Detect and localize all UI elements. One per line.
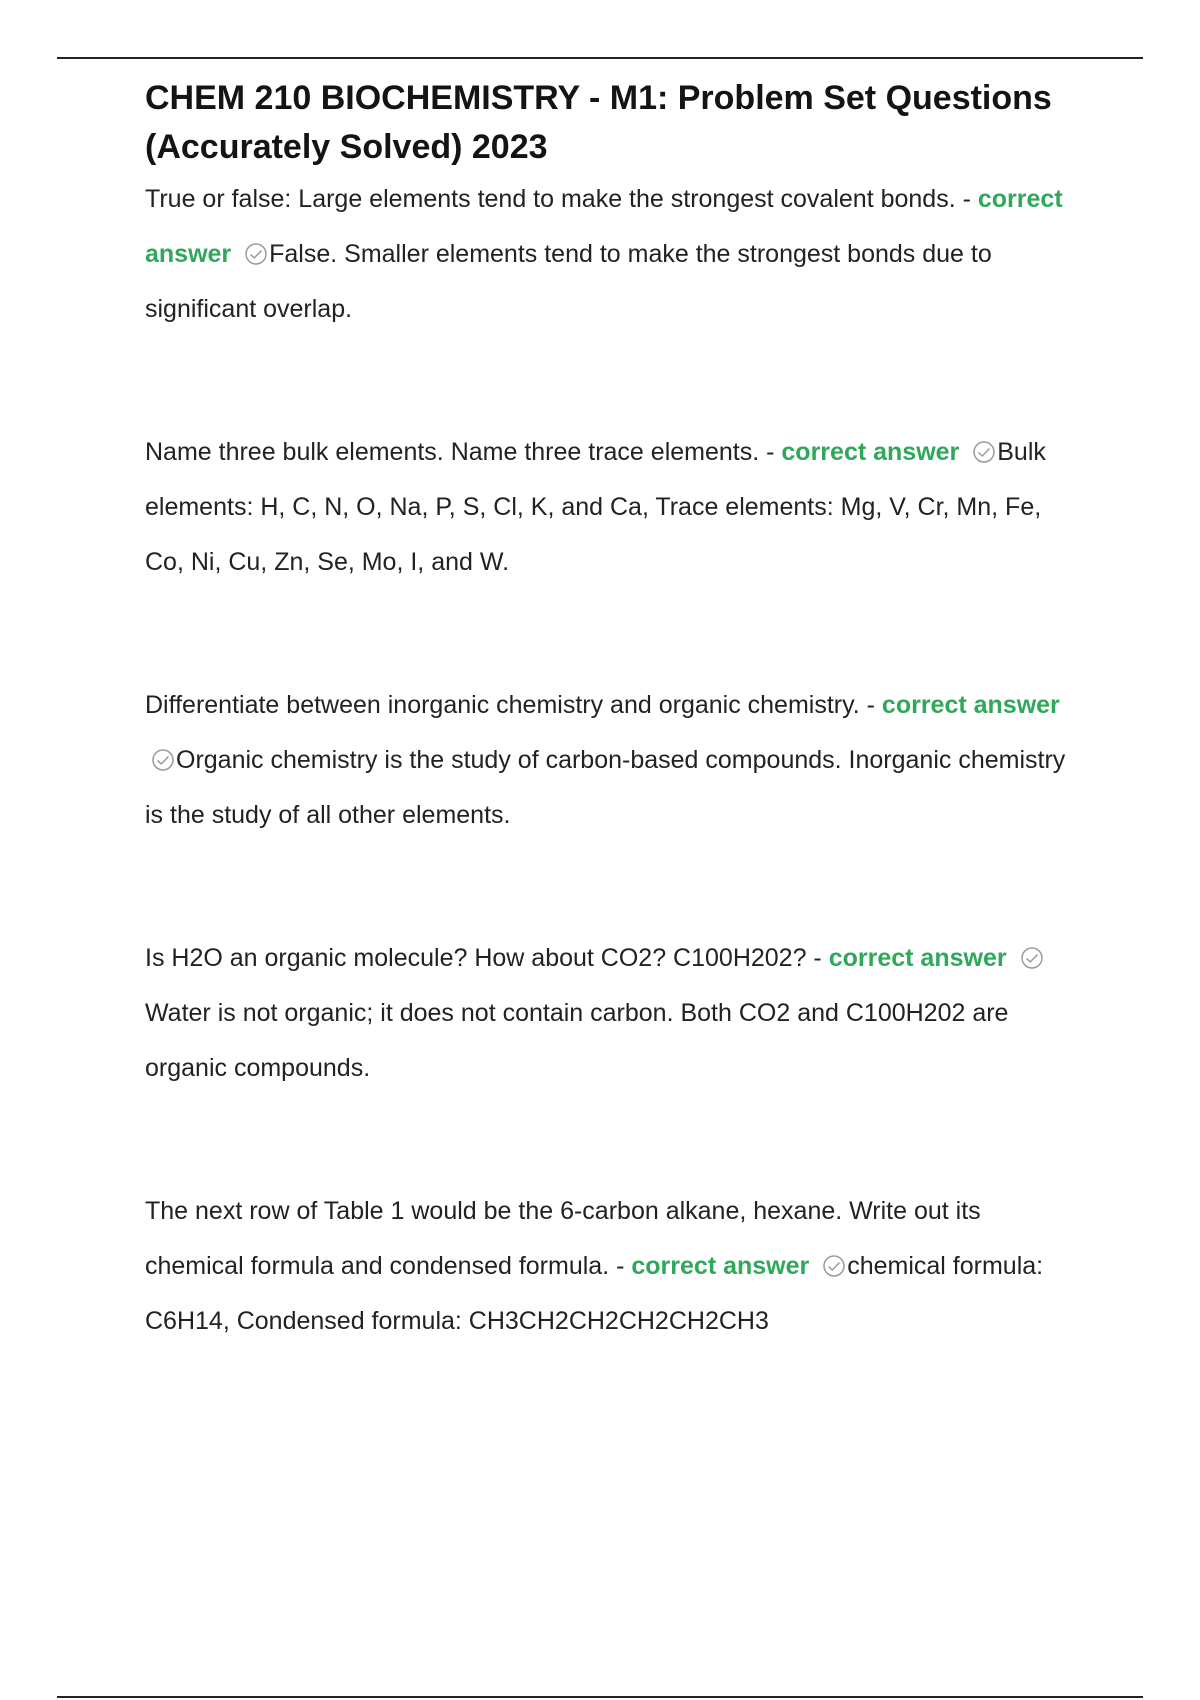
question-text: Is H2O an organic molecule? How about CO2? C100H202? - — [145, 944, 822, 972]
check-circle-icon — [151, 748, 175, 772]
answer-text: Water is not organic; it does not contain carbon. Both CO2 and C100H202 are organic compounds. — [145, 999, 1009, 1082]
question-text: The next row of Table 1 would be the 6-carbon alkane, hexane. Write out its chemical formula and condensed formula. - — [145, 1197, 981, 1280]
qa-item — [145, 1184, 1085, 1349]
answer-tag: correct answer — [631, 1252, 810, 1280]
check-circle-icon — [972, 440, 996, 464]
question-text: True or false: Large elements tend to make the strongest covalent bonds. - — [145, 185, 971, 213]
answer-text: chemical formula: C6H14, Condensed formula: CH3CH2CH2CH2CH2CH3 — [145, 1252, 1044, 1335]
qa-item — [145, 931, 1085, 1096]
check-circle-icon — [1020, 946, 1044, 970]
answer-tag: correct answer — [781, 438, 960, 466]
answer-tag: correct answer — [881, 691, 1060, 719]
check-circle-icon — [244, 242, 268, 266]
answer-tag: correct answer — [145, 185, 1063, 268]
answer-text: Organic chemistry is the study of carbon-based compounds. Inorganic chemistry is the study of all other elements. — [145, 746, 1066, 829]
qa-item — [145, 172, 1085, 337]
question-text: Name three bulk elements. Name three trace elements. - — [145, 438, 775, 466]
answer-tag: correct answer — [828, 944, 1007, 972]
check-circle-icon — [822, 1254, 846, 1278]
document-title: CHEM 210 BIOCHEMISTRY - M1: Problem Set Questions (Accurately Solved) 2023 — [145, 79, 1052, 166]
answer-text: Bulk elements: H, C, N, O, Na, P, S, Cl, K, and Ca, Trace elements: Mg, V, Cr, Mn, Fe, Co, Ni, Cu, Zn, Se, Mo, I, and W. — [145, 438, 1046, 576]
question-text: Differentiate between inorganic chemistry and organic chemistry. - — [145, 691, 875, 719]
qa-item — [145, 678, 1085, 843]
document-body — [145, 74, 1085, 1349]
qa-item — [145, 425, 1085, 590]
answer-text: False. Smaller elements tend to make the strongest bonds due to significant overlap. — [145, 240, 992, 323]
top-rule — [57, 57, 1143, 59]
bottom-rule — [57, 1696, 1143, 1698]
